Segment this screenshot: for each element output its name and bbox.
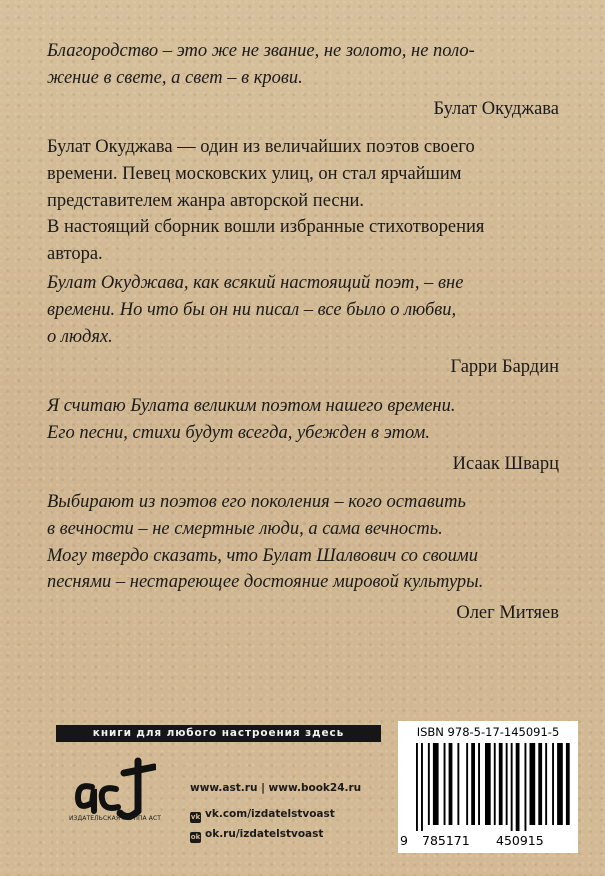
vk-link-label: vk.com/izdatelstvoast: [205, 808, 335, 820]
barcode-bar: [444, 743, 446, 825]
barcode-bar: [466, 743, 468, 825]
barcode-bar: [485, 743, 491, 825]
quote-line: жение в свете, а свет – в крови.: [47, 67, 303, 88]
barcode-bar: [530, 743, 536, 825]
barcode-bar: [506, 743, 508, 825]
barcode-bar: [433, 743, 439, 825]
quote-line: Могу твердо сказать, что Булат Шалвович со своими: [47, 545, 478, 566]
ok-icon: ok: [190, 833, 201, 841]
barcode-bar: [416, 743, 418, 831]
quote-line: Я считаю Булата великим поэтом нашего времени.: [47, 396, 456, 416]
quote-author: Булат Окуджава: [433, 98, 559, 119]
quote-line: Выбирают из поэтов его поколения – кого оставить: [47, 492, 466, 512]
description-line: времени. Певец московских улиц, он стал ярчайшим: [47, 163, 462, 184]
isbn-block: [398, 721, 578, 853]
barcode-digits-right: 450915: [496, 833, 544, 848]
quote-author: Исаак Шварц: [452, 453, 559, 474]
barcode-bar: [478, 743, 480, 825]
barcode-bar: [552, 743, 554, 825]
isbn-label: ISBN 978-5-17-145091-5: [416, 725, 560, 739]
barcode-bar: [545, 743, 547, 825]
quote-line: Его песни, стихи будут всегда, убежден в этом.: [47, 422, 430, 443]
barcode-bar: [557, 743, 563, 825]
barcode-bar: [449, 743, 453, 825]
quote-author: Гарри Бардин: [450, 357, 559, 378]
barcode-digits-left: 785171: [422, 833, 470, 848]
ok-link-label: ok.ru/izdatelstvoast: [205, 828, 324, 840]
barcode-bar: [471, 743, 475, 825]
barcode-digit-lead: 9: [400, 833, 408, 848]
publisher-name: ИЗДАТЕЛЬСКАЯ ГРУППА АСТ: [68, 815, 162, 822]
description-line: представителем жанра авторской песни.: [47, 190, 365, 211]
barcode-bar: [566, 743, 570, 825]
quote-line: песнями – нестареющее достояние мировой культуры.: [47, 572, 484, 593]
quote-line: Благородство – это же не звание, не золото, не поло-: [47, 41, 475, 61]
barcode-bar: [494, 743, 496, 825]
description-line: В настоящий сборник вошли избранные стихотворения: [47, 217, 485, 238]
barcode-bar: [421, 743, 423, 831]
barcode-bar: [499, 743, 503, 825]
barcode-bar: [511, 743, 513, 831]
quote-line: Булат Окуджава, как всякий настоящий поэт, – вне: [47, 273, 464, 293]
quote-line: времени. Но что бы он ни писал – все было о любви,: [47, 299, 457, 320]
barcode-bar: [525, 743, 527, 831]
quote-line: в вечности – не смертные люди, а сама вечность.: [47, 518, 443, 539]
barcode: [412, 743, 572, 831]
description-line: автора.: [47, 244, 103, 265]
vk-link[interactable]: [190, 804, 361, 824]
epigraph-quote: [47, 38, 559, 122]
review-quote: [47, 489, 559, 627]
description-line: Булат Окуджава — один из величайших поэтов своего: [47, 137, 475, 157]
barcode-bar: [457, 743, 459, 825]
website-link[interactable]: www.ast.ru | www.book24.ru: [190, 782, 362, 794]
barcode-bar: [538, 743, 542, 825]
review-quote: [47, 270, 559, 381]
promo-banner: книги для любого настроения здесь: [56, 725, 381, 742]
barcode-bar: [428, 743, 430, 825]
vk-icon: vk: [190, 813, 201, 821]
book-description: [47, 134, 559, 268]
ok-link[interactable]: [190, 824, 361, 844]
publisher-links: [190, 778, 361, 844]
review-quote: [47, 393, 559, 477]
quote-author: Олег Митяев: [456, 603, 559, 624]
quote-line: о людях.: [47, 326, 113, 347]
barcode-bar: [516, 743, 520, 831]
